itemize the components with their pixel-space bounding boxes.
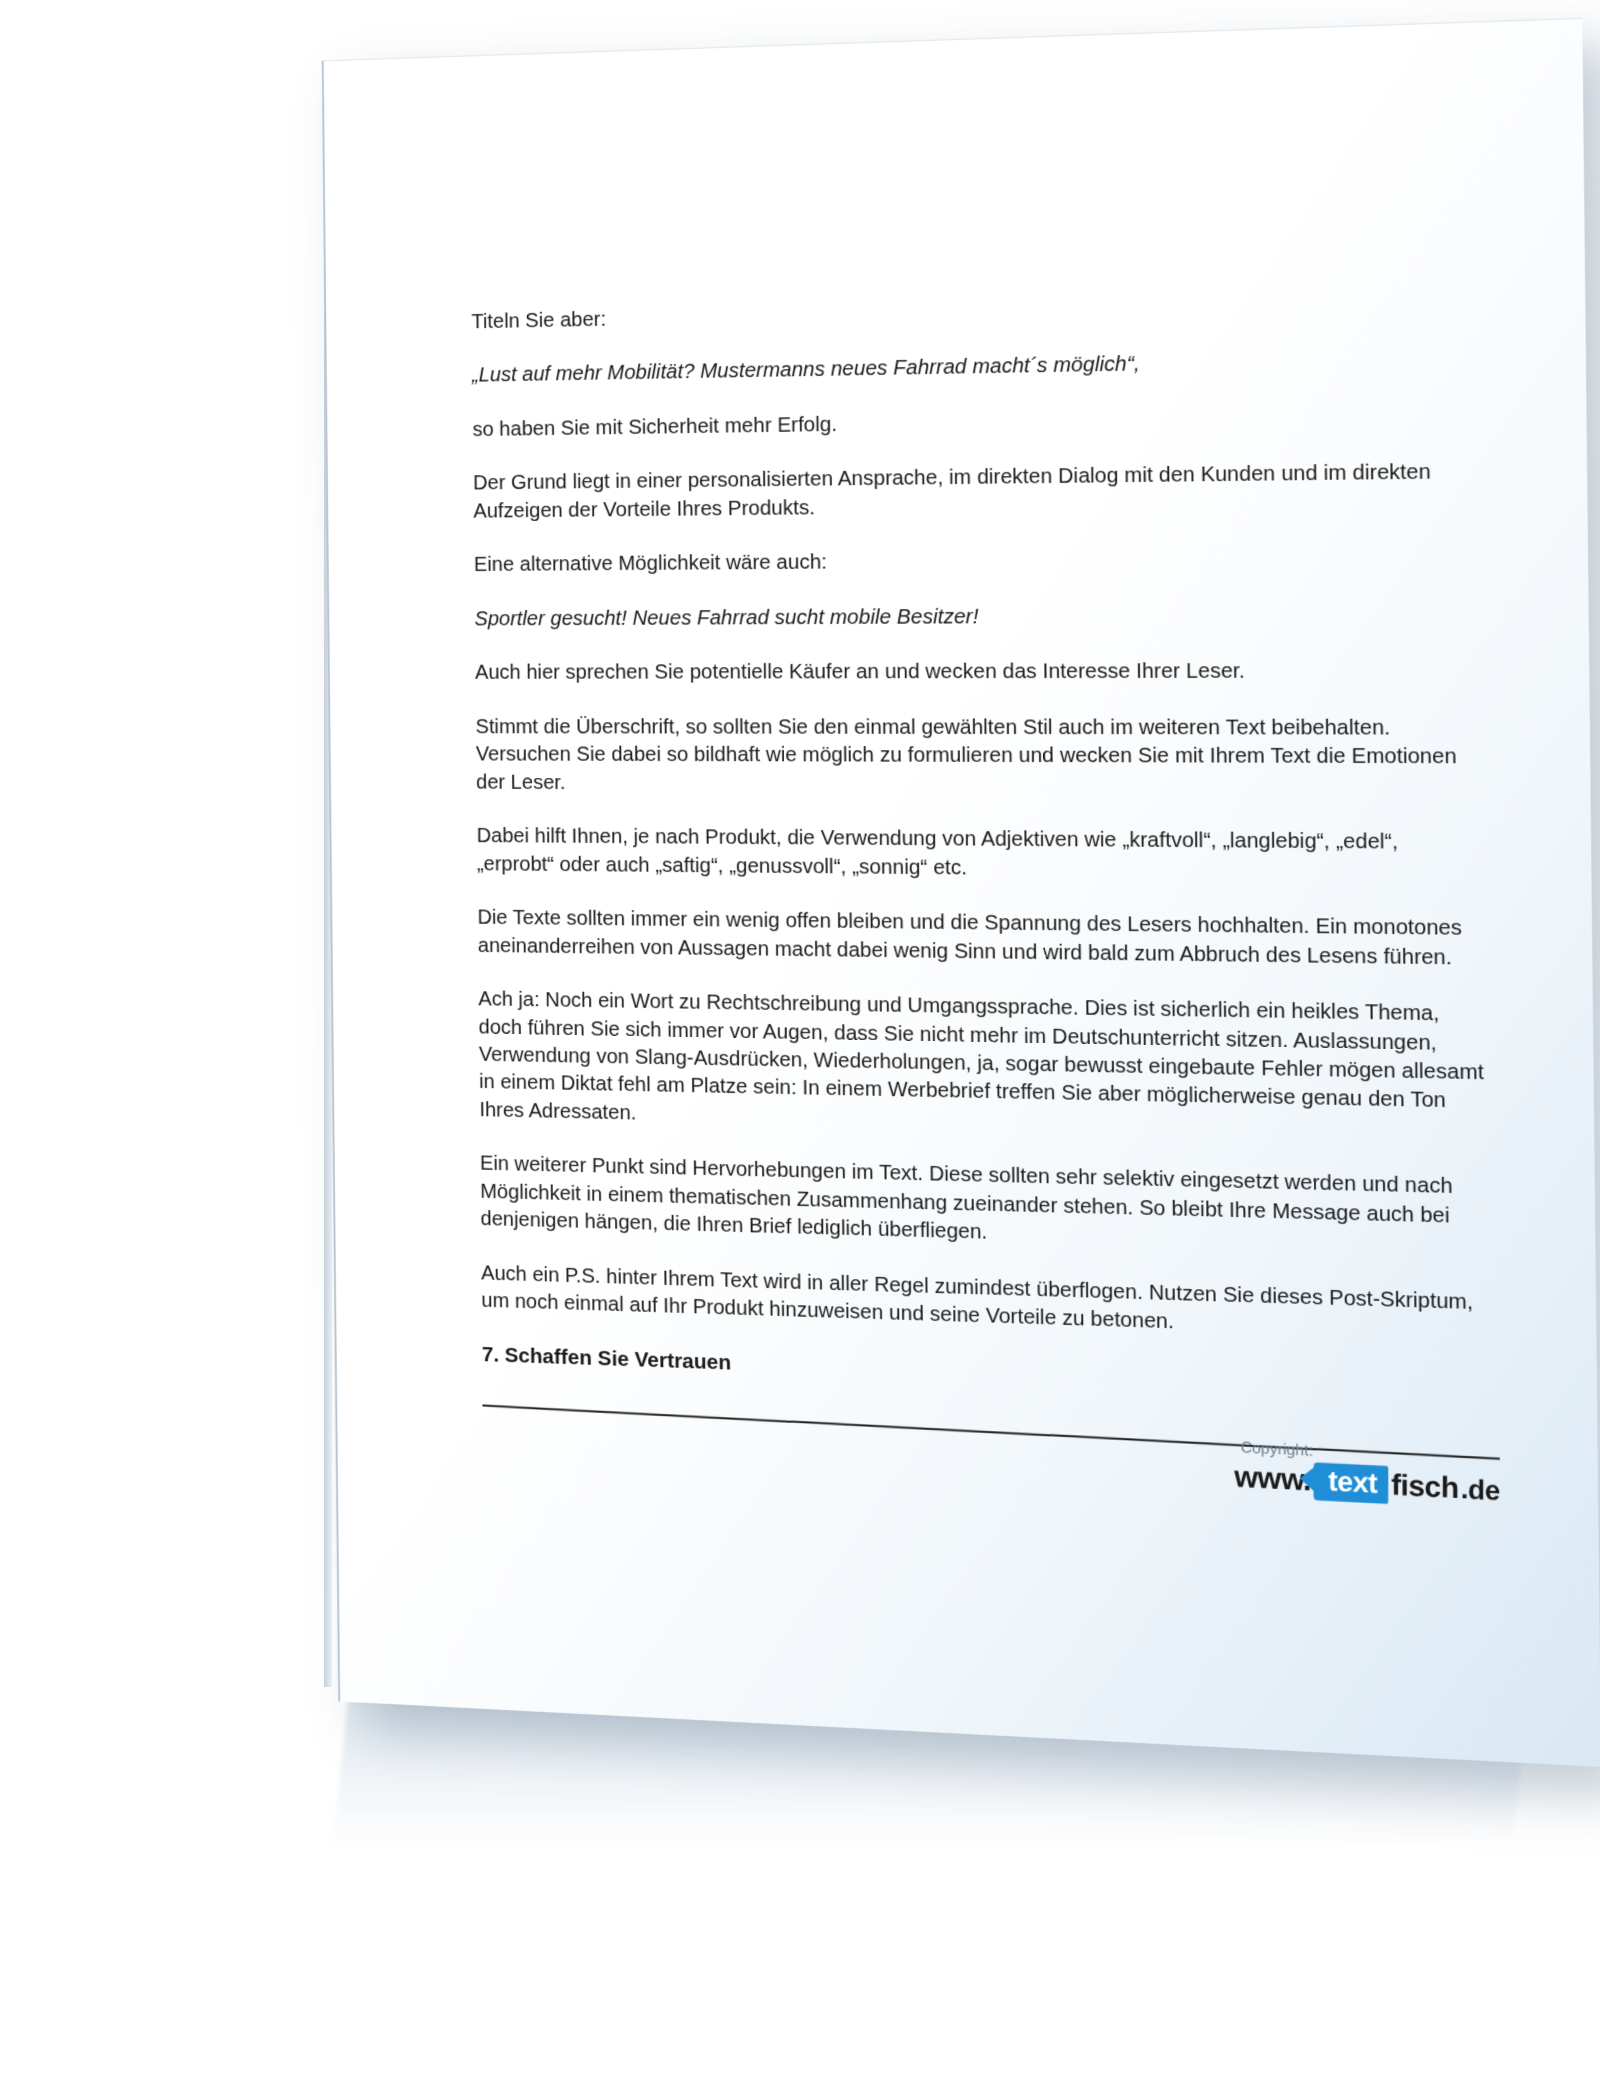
section-heading-7: 7. Schaffen Sie Vertrauen	[481, 1342, 732, 1375]
paragraph: Auch hier sprechen Sie potentielle Käufer an und wecken das Interesse Ihrer Leser.	[474, 659, 1245, 685]
logo-text-word: text	[1314, 1462, 1389, 1504]
paragraph: Ach ja: Noch ein Wort zu Rechtschreibung und Umgangssprache. Dies ist sicherlich ein heikles Thema, doch führen Sie sich immer vor Augen, dass Sie nicht mehr im Deutschunterricht sitzen. Auslassungen, Verwendung von Slang-Ausdrücken, Wiederholungen, ja, sogar bewusst eingebaute Fehler mögen allesamt in einem Diktat fehl am Platze sein: In einem Werbebrief treffen Sie aber möglicherweise genau den Ton Ihres Adressaten.	[478, 987, 1484, 1125]
paragraph: so haben Sie mit Sicherheit mehr Erfolg.	[472, 412, 838, 442]
fish-tail-icon	[1300, 1466, 1315, 1492]
paragraph: Stimmt die Überschrift, so sollten Sie den einmal gewählten Stil auch im weiteren Text beibehalten. Versuchen Sie dabei so bildhaft wie möglich zu formulieren und wecken Sie mit Ihrem Text die Emotionen der Leser.	[475, 714, 1457, 794]
paragraph-headline-example-1: „Lust auf mehr Mobilität? Mustermanns neues Fahrrad macht´s möglich“,	[471, 352, 1140, 388]
paragraph: Eine alternative Möglichkeit wäre auch:	[473, 550, 828, 577]
fish-icon	[1314, 1462, 1389, 1504]
paragraph: Der Grund liegt in einer personalisierten Ansprache, im direkten Dialog mit den Kunden und im direkten Aufzeigen der Vorteile Ihres Produkts.	[472, 460, 1431, 523]
logo-tld: .de	[1461, 1472, 1501, 1507]
document-text-body	[471, 287, 1488, 1403]
document-page	[322, 18, 1600, 1767]
logo-www-text: www.	[1234, 1459, 1312, 1498]
document-page-wrapper	[330, 60, 1560, 1700]
paragraph-headline-example-2: Sportler gesucht! Neues Fahrrad sucht mobile Besitzer!	[474, 604, 979, 631]
logo-fisch-word: fisch	[1391, 1468, 1460, 1505]
copyright-label: Copyright:	[1241, 1438, 1314, 1461]
paragraph: Die Texte sollten immer ein wenig offen bleiben und die Spannung des Lesers hochhalten. Ein monotones aneinanderreihen von Aussagen macht dabei wenig Sinn und wird bald zum Abbruch des Lesens führen.	[477, 905, 1462, 970]
paragraph: Titeln Sie aber:	[471, 307, 607, 334]
paragraph: Dabei hilft Ihnen, je nach Produkt, die Verwendung von Adjektiven wie „kraftvoll“, „langlebig“, „edel“, „erprobt“ oder auch „saftig“, „genussvoll“, „sonnig“ etc.	[476, 824, 1399, 880]
paragraph: Auch ein P.S. hinter Ihrem Text wird in aller Regel zumindest überflogen. Nutzen Sie dieses Post-Skriptum, um noch einmal auf Ihr Produkt hinzuweisen und seine Vorteile zu betonen.	[480, 1261, 1474, 1334]
paragraph: Ein weiterer Punkt sind Hervorhebungen im Text. Diese sollten sehr selektiv eingesetzt werden und nach Möglichkeit in einem thematischen Zusammenhang zueinander stehen. So bleibt Ihre Message auch bei denjenigen hängen, die Ihren Brief lediglich überfliegen.	[479, 1151, 1453, 1245]
